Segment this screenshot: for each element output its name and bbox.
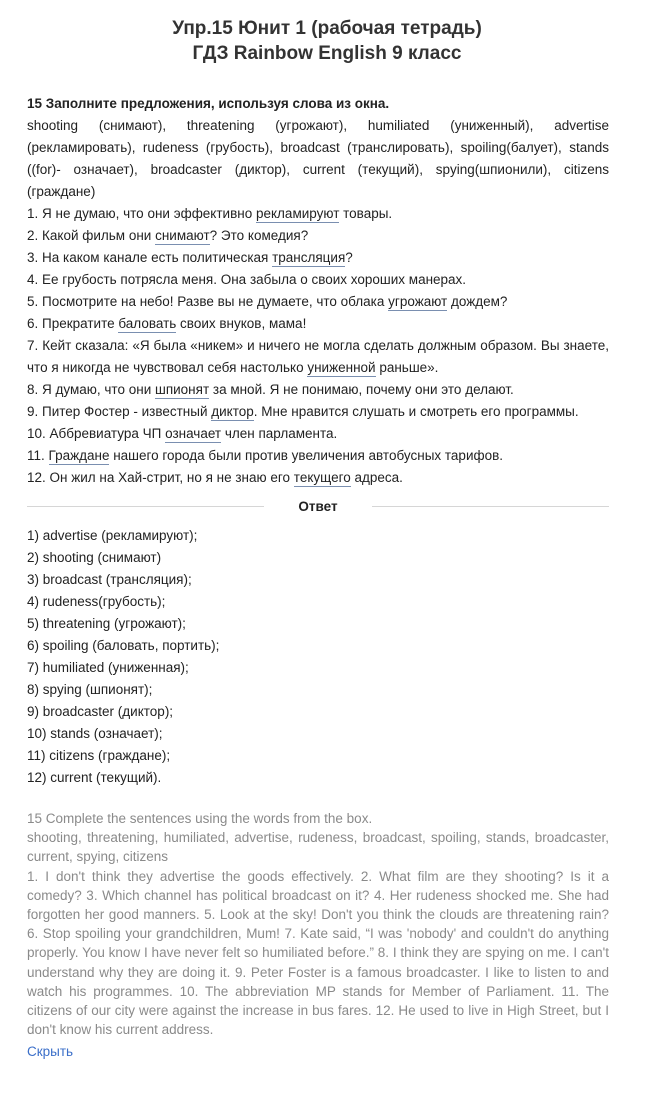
word-box: shooting (снимают), threatening (угрожают), humiliated (униженный), advertise (рекламировать), rudeness (грубость), broadcast (транслировать), spoiling(балует), stands ((for)- означает), broadcaster (диктор), current (текущий), spying(шпионили), citizens (граждане) (27, 118, 609, 199)
sentence-answer-word: униженной (307, 360, 376, 375)
sentence-answer-word: означает (165, 426, 222, 441)
sentence-text: 2. Какой фильм они (27, 228, 156, 243)
sentence-item (27, 247, 609, 269)
answer-item: 4) rudeness(грубость); (27, 594, 166, 609)
sentence-list (27, 203, 609, 489)
answer-item: 9) broadcaster (диктор); (27, 704, 174, 719)
english-words: shooting, threatening, humiliated, advertise, rudeness, broadcast, spoiling, stands, broadcaster, current, spying, citizens (27, 830, 609, 865)
sentence-text: дождем? (447, 294, 508, 309)
sentence-answer-word: рекламируют (255, 206, 340, 221)
sentence-item (27, 225, 609, 247)
sentence-answer-word: угрожают (388, 294, 448, 309)
answer-item: 7) humiliated (униженная); (27, 660, 189, 675)
sentence-text: 3. На каком канале есть политическая (27, 250, 273, 265)
sentence-item (27, 423, 609, 445)
sentence-answer-word: шпионят (154, 382, 210, 397)
sentence-text: нашего города были против увеличения автобусных тарифов. (109, 448, 504, 463)
sentence-text: ? (345, 250, 353, 265)
sentence-answer-word: диктор (211, 404, 254, 419)
sentence-text: 7. Кейт сказала: «Я была «никем» и ничего не могла сделать должным образом. Вы знаете, что я никогда не чувствовал себя настолько (27, 338, 609, 375)
sentence-answer-word: трансляция (272, 250, 346, 265)
divider-line-right (372, 506, 609, 507)
answer-item: 12) current (текущий). (27, 770, 162, 785)
sentence-answer-word: баловать (118, 316, 177, 331)
sentence-text: 1. Я не думаю, что они эффективно (27, 206, 256, 221)
sentence-text: 8. Я думаю, что они (27, 382, 155, 397)
sentence-text: 12. Он жил на Хай-стрит, но я не знаю его (27, 470, 294, 485)
sentence-item (27, 203, 609, 225)
answer-list (27, 525, 609, 789)
answer-item: 2) shooting (снимают) (27, 550, 162, 565)
sentence-item (27, 445, 609, 467)
answer-heading: Ответ (298, 499, 338, 514)
answer-item: 6) spoiling (баловать, портить); (27, 638, 220, 653)
sentence-item (27, 313, 609, 335)
task-heading: 15 Заполните предложения, используя слова из окна. (27, 96, 390, 111)
answer-item: 10) stands (означает); (27, 726, 163, 741)
english-heading: 15 Complete the sentences using the words from the box. (27, 811, 373, 826)
answer-item: 11) citizens (граждане); (27, 748, 171, 763)
sentence-text: 6. Прекратите (27, 316, 119, 331)
sentence-text: 5. Посмотрите на небо! Разве вы не думаете, что облака (27, 294, 389, 309)
answer-item: 1) advertise (рекламируют); (27, 528, 198, 543)
sentence-text: товары. (339, 206, 393, 221)
page-title (45, 0, 609, 66)
answer-item: 8) spying (шпионят); (27, 682, 153, 697)
title-line-2: ГДЗ Rainbow English 9 класс (192, 43, 462, 64)
answer-item: 3) broadcast (трансляция); (27, 572, 192, 587)
sentence-item (27, 269, 609, 291)
sentence-text: своих внуков, мама! (176, 316, 307, 331)
divider-line-left (27, 506, 264, 507)
sentence-text: 10. Аббревиатура ЧП (27, 426, 166, 441)
english-text: 1. I don't think they advertise the goods effectively. 2. What film are they shooting? Is it a comedy? 3. Which channel has political broadcast on it? 4. Her rudeness shocked me. She had forgotten her good manners. 5. Look at the sky! Don't you think the clouds are threatening rain? 6. Stop spoiling your grandchildren, Mum! 7. Kate said, “I was 'nobody' and couldn't do anything properly. You know I have never felt so humiliated before.” 8. I think they are spying on me. I can't understand why they are doing it. 9. Peter Foster is a famous broadcaster. I like to listen to and watch his programmes. 10. The abbreviation MP stands for Member of Parliament. 11. The citizens of our city were against the increase in bus fares. 12. He used to live in High Street, but I don't know his current address. (27, 868, 609, 1038)
answer-item: 5) threatening (угрожают); (27, 616, 186, 631)
sentence-text: . Мне нравится слушать и смотреть его программы. (253, 404, 579, 419)
sentence-item (27, 335, 609, 379)
sentence-text: член парламента. (221, 426, 338, 441)
sentence-text: 11. (27, 448, 49, 463)
english-section (27, 809, 609, 1039)
sentence-text: за мной. Я не понимаю, почему они это делают. (209, 382, 514, 397)
sentence-item (27, 401, 609, 423)
sentence-item (27, 467, 609, 489)
hide-link[interactable]: Скрыть (27, 1044, 74, 1060)
title-line-1: Упр.15 Юнит 1 (рабочая тетрадь) (172, 18, 482, 39)
sentence-answer-word: Граждане (48, 448, 110, 463)
sentence-text: 4. Ее грубость потрясла меня. Она забыла о своих хороших манерах. (27, 272, 467, 287)
sentence-text: раньше». (375, 360, 439, 375)
sentence-answer-word: текущего (293, 470, 351, 485)
answer-divider (27, 499, 609, 514)
sentence-item (27, 291, 609, 313)
sentence-text: адреса. (350, 470, 403, 485)
sentence-text: ? Это комедия? (209, 228, 309, 243)
sentence-text: 9. Питер Фостер - известный (27, 404, 212, 419)
sentence-item (27, 379, 609, 401)
sentence-answer-word: снимают (155, 228, 210, 243)
